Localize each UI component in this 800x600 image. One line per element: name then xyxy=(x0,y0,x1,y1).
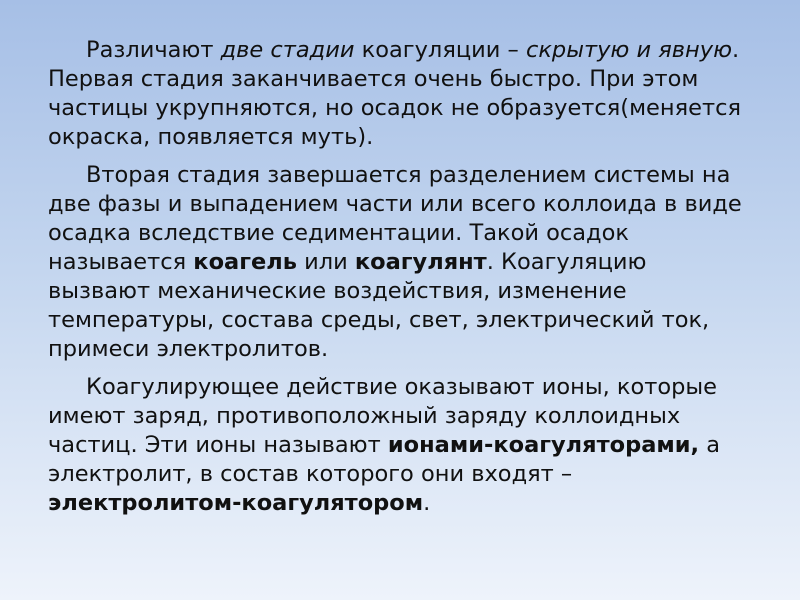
bold-term-ions-coagulators: ионами-коагуляторами, xyxy=(387,432,700,458)
slide-text-body xyxy=(48,36,753,527)
bold-term-koagel: коагель xyxy=(193,249,297,275)
text-run: Различают xyxy=(86,37,221,63)
text-run: Коагулирующее действие оказывают ионы, которые имеют заряд, противоположный заряду коллоидных частиц. Эти ионы называют xyxy=(48,374,718,458)
paragraph-3 xyxy=(48,373,753,518)
text-run: . Первая стадия заканчивается очень быстро. При этом частицы укрупняются, но осадок не образуется(меняется окраска, появляется муть). xyxy=(48,37,741,150)
text-run: . Коагуляцию вызвают механические воздействия, изменение температуры, состава среды, свет, электрический ток, примеси электролитов. xyxy=(48,249,710,362)
text-run: Вторая стадия завершается разделением системы на две фазы и выпадением части или всего коллоида в виде осадка вследствие седиментации. Такой осадок называется xyxy=(48,162,742,275)
bold-term-electrolyte-coagulator: электролитом-коагулятором xyxy=(48,490,424,516)
italic-term-two-stages: две стадии xyxy=(220,37,355,63)
paragraph-2 xyxy=(48,161,753,364)
text-run: или xyxy=(296,249,355,275)
bold-term-koagulyant: коагулянт xyxy=(354,249,487,275)
italic-term-hidden-visible: скрытую и явную xyxy=(525,37,733,63)
text-run: а электролит, в состав которого они входят – xyxy=(48,432,721,487)
text-run: . xyxy=(423,490,431,516)
paragraph-1 xyxy=(48,36,753,152)
text-run: коагуляции – xyxy=(354,37,526,63)
